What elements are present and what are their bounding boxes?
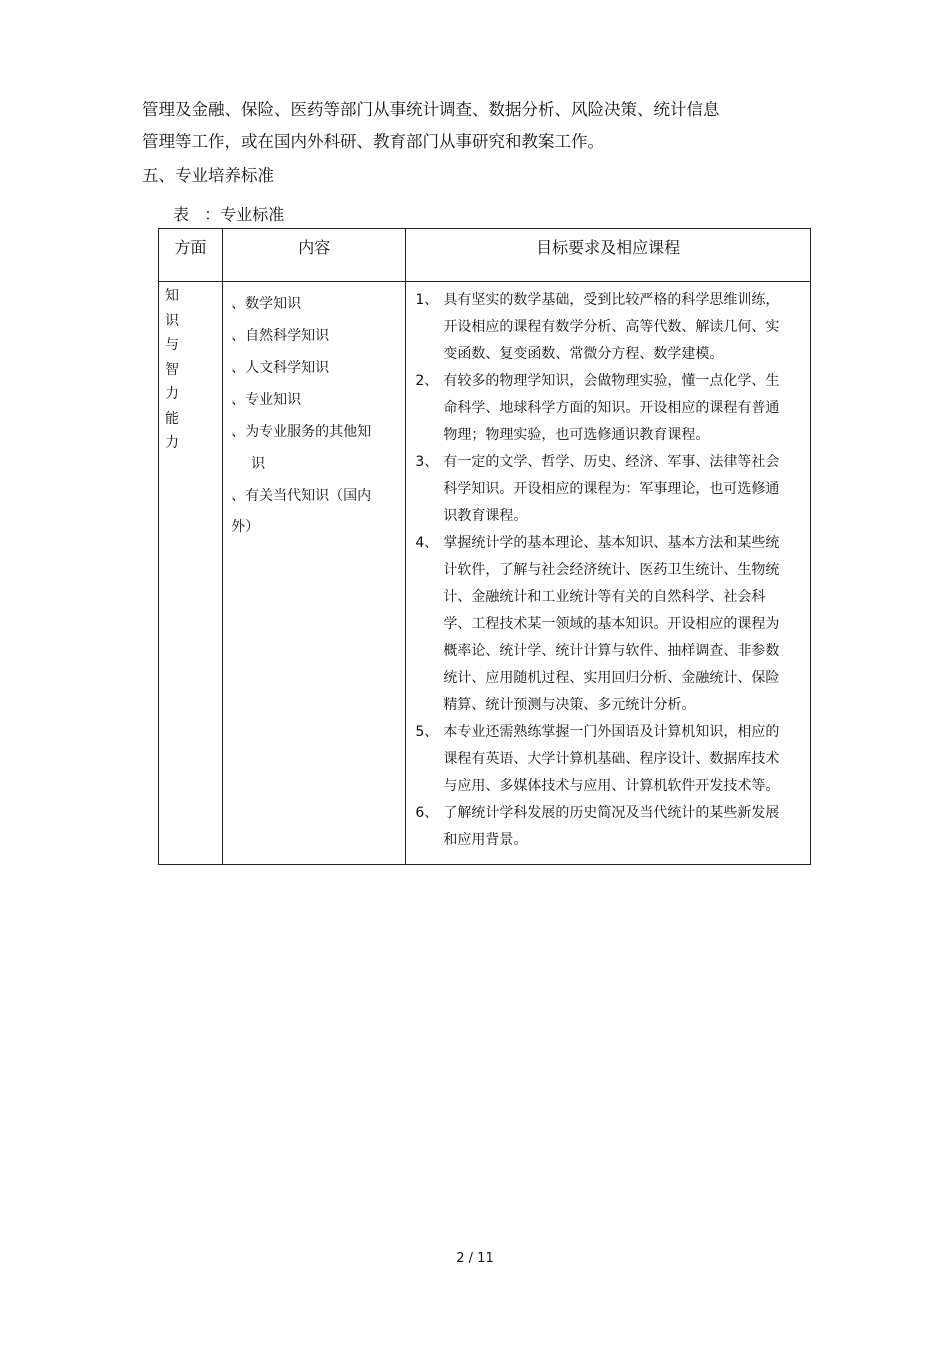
intro-line-2: 管理等工作，或在国内外科研、教育部门从事研究和教案工作。	[142, 132, 604, 151]
aspect-char: 力	[165, 386, 179, 402]
goals-cell	[406, 282, 811, 865]
aspect-char: 智	[165, 361, 179, 378]
content-item-continuation: 外）	[231, 519, 260, 535]
goal-item	[415, 800, 790, 854]
goal-item	[415, 719, 790, 800]
content-item: 、有关当代知识（国内	[231, 488, 372, 504]
aspect-char: 与	[165, 337, 179, 353]
goal-text: 具有坚实的数学基础，受到比较严格的科学思维训练，开设相应的课程有数学分析、高等代数、解读几何、实变函数、复变函数、常微分方程、数学建模。	[443, 292, 780, 362]
content-item: 、自然科学知识	[231, 328, 330, 344]
aspect-cell	[159, 282, 223, 865]
goal-text: 了解统计学科发展的历史简况及当代统计的某些新发展和应用背景。	[443, 805, 780, 848]
content-item: 、为专业服务的其他知	[231, 424, 372, 440]
content-item: 、人文科学知识	[231, 360, 330, 376]
content-cell	[223, 282, 406, 865]
goal-number: 5、	[415, 724, 439, 740]
content-item: 、专业知识	[231, 392, 302, 408]
goal-text: 有较多的物理学知识，会做物理实验，懂一点化学、生命科学、地球科学方面的知识。开设相应的课程有普通物理；物理实验，也可选修通识教育课程。	[443, 373, 780, 443]
aspect-char: 力	[165, 435, 179, 451]
header-content: 内容	[223, 229, 406, 282]
header-goals: 目标要求及相应课程	[406, 229, 811, 282]
goal-number: 2、	[415, 373, 439, 389]
table-row	[159, 282, 811, 865]
table-header-row	[159, 229, 811, 282]
goal-item	[415, 530, 790, 719]
goal-number: 4、	[415, 535, 439, 551]
section-heading: 五、专业培养标准	[142, 166, 274, 185]
goal-number: 1、	[415, 292, 439, 308]
table-caption: 表 ：专业标准	[173, 205, 285, 224]
content-item-continuation: 识	[251, 456, 266, 472]
header-aspect: 方面	[159, 229, 223, 282]
page-number: 2 / 11	[456, 1251, 494, 1266]
goal-item	[415, 368, 790, 449]
goal-item	[415, 287, 790, 368]
intro-line-1: 管理及金融、保险、医药等部门从事统计调查、数据分析、风险决策、统计信息	[142, 100, 720, 119]
aspect-char: 识	[165, 312, 179, 329]
goal-text: 本专业还需熟练掌握一门外国语及计算机知识，相应的课程有英语、大学计算机基础、程序设计、数据库技术与应用、多媒体技术与应用、计算机软件开发技术等。	[443, 724, 780, 794]
aspect-char: 能	[165, 410, 179, 427]
aspect-char: 知	[165, 288, 179, 304]
goal-number: 3、	[415, 454, 439, 470]
goal-number: 6、	[415, 805, 439, 821]
goal-text: 有一定的文学、哲学、历史、经济、军事、法律等社会科学知识。开设相应的课程为：军事理论，也可选修通识教育课程。	[443, 454, 780, 524]
goal-text: 掌握统计学的基本理论、基本知识、基本方法和某些统计软件，了解与社会经济统计、医药卫生统计、生物统计、金融统计和工业统计等有关的自然科学、社会科学、工程技术某一领域的基本知识。开设相应的课程为概率论、统计学、统计计算与软件、抽样调查、非参数统计、应用随机过程、实用回归分析、金融统计、保险精算、统计预测与决策、多元统计分析。	[443, 535, 780, 713]
content-item: 、数学知识	[231, 296, 302, 312]
standards-table	[158, 228, 811, 865]
goal-item	[415, 449, 790, 530]
